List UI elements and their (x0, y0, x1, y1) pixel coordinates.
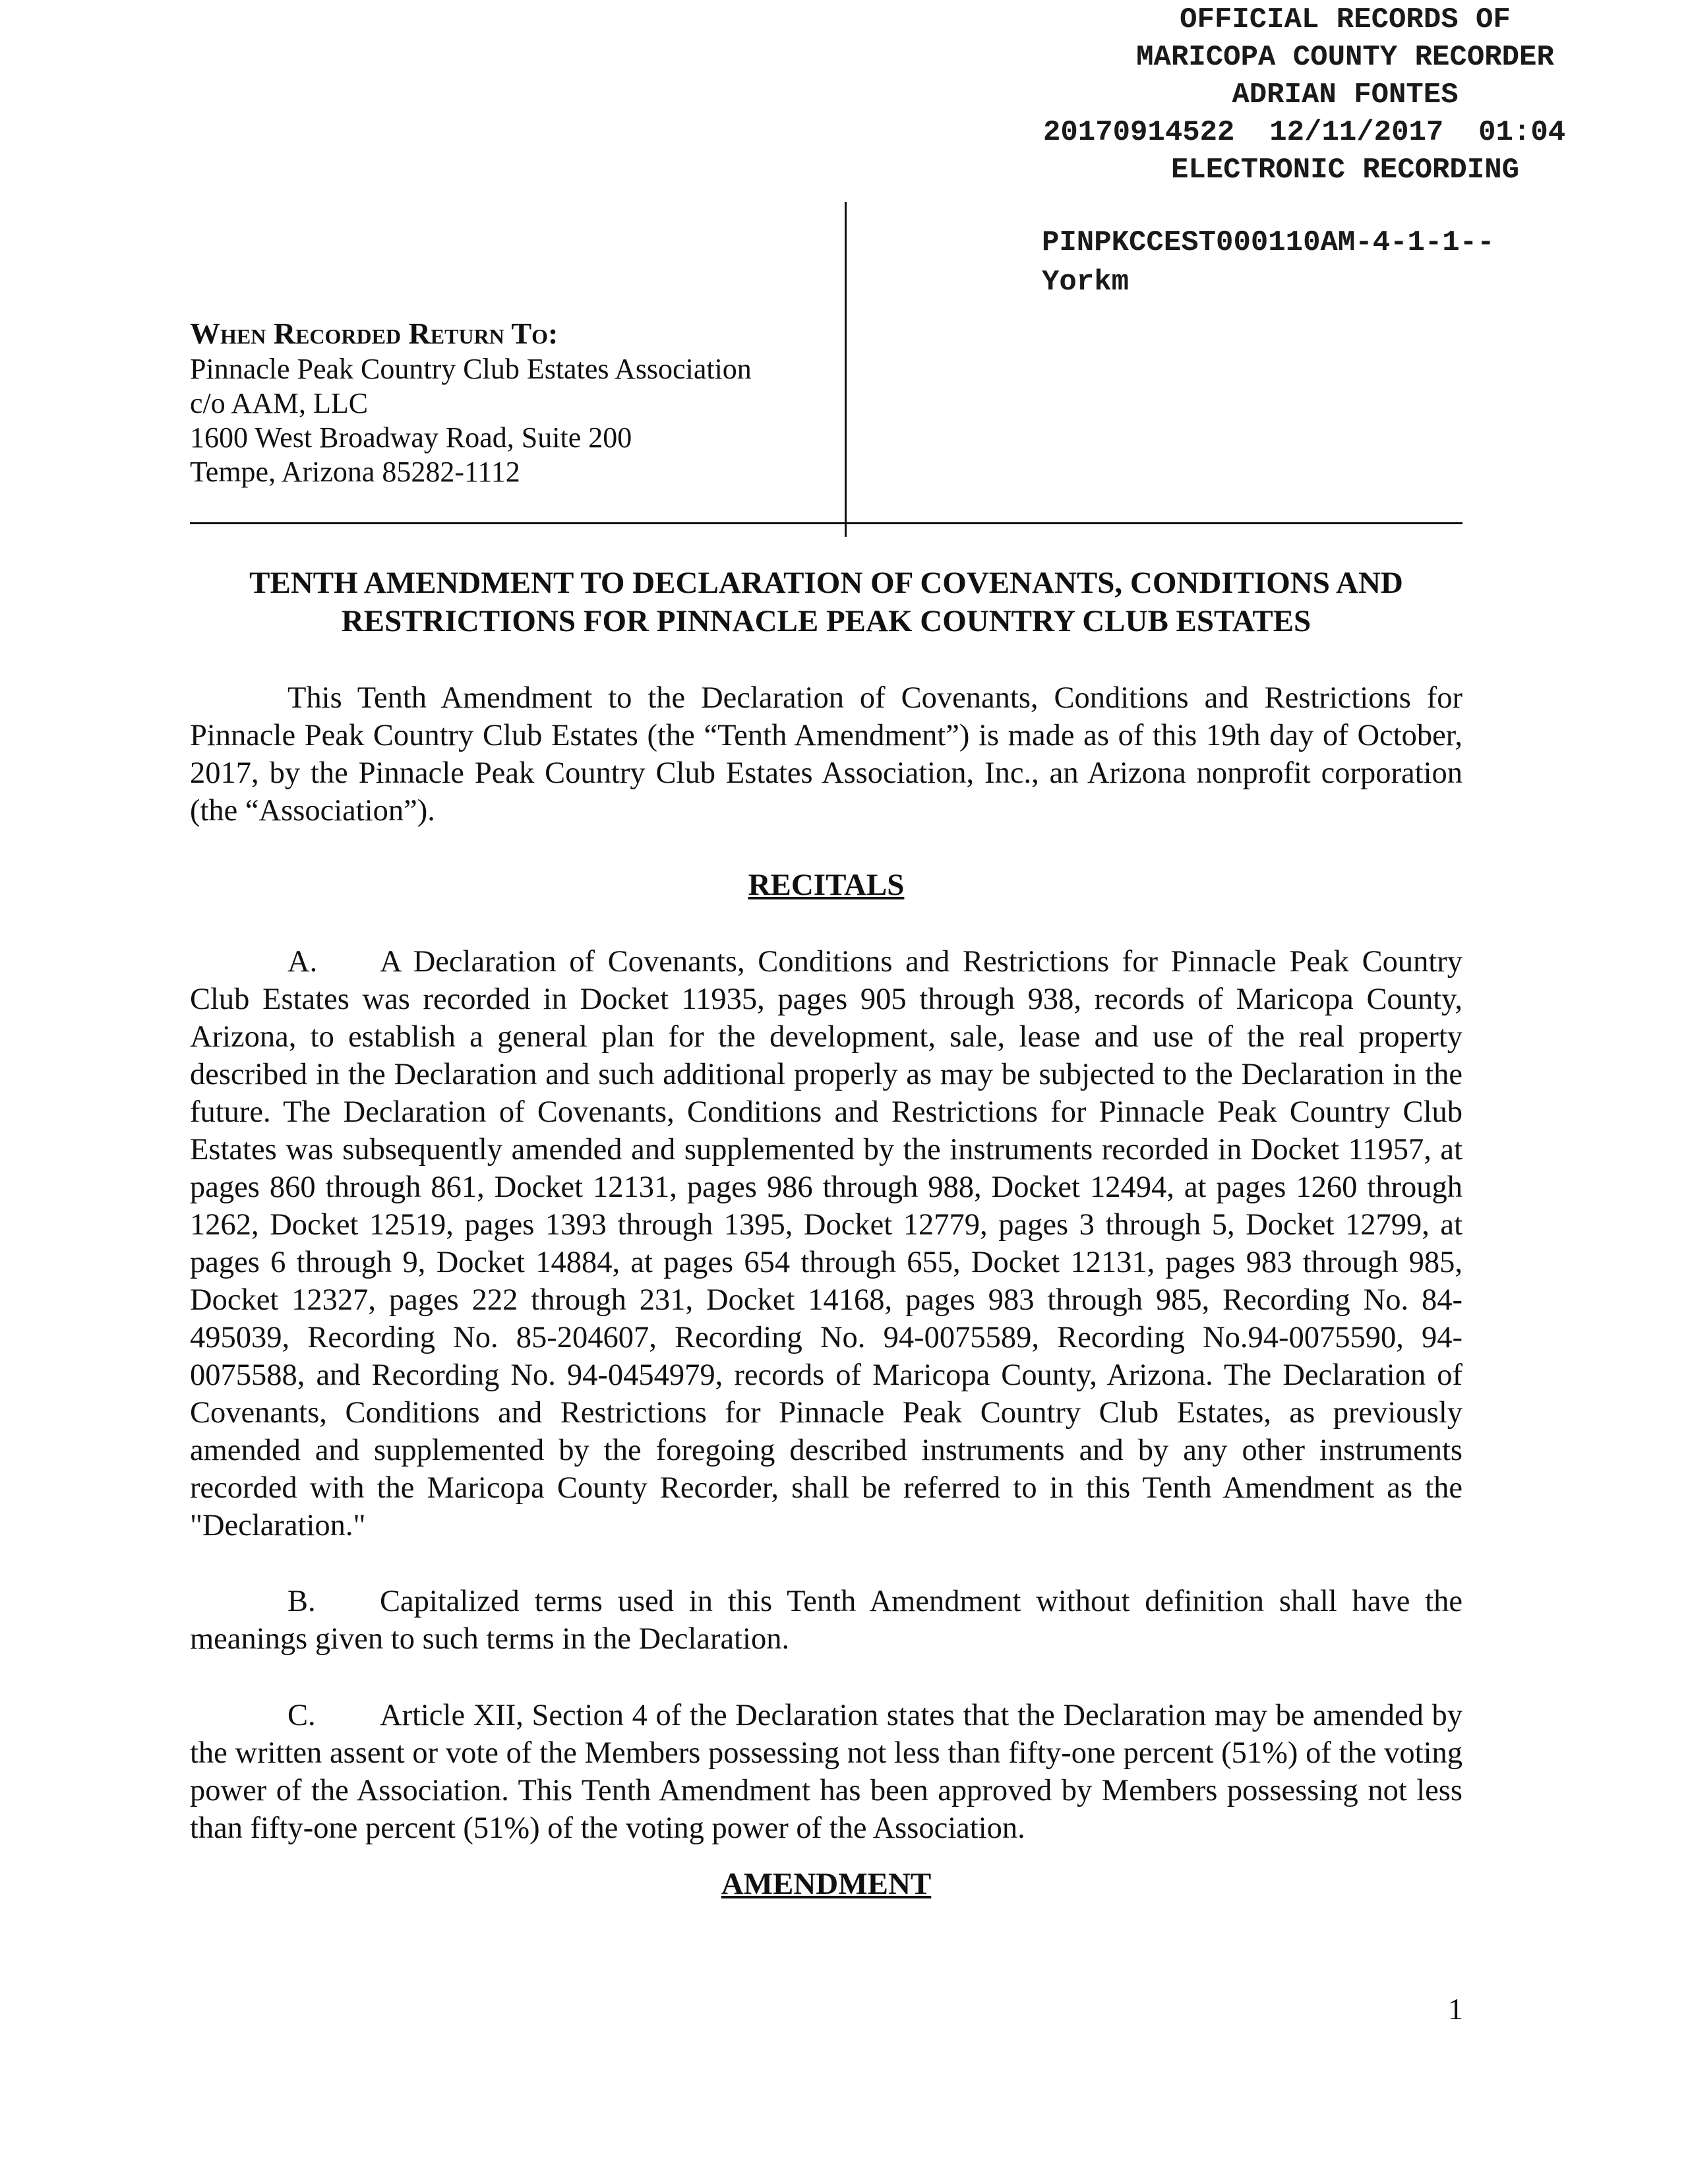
return-line-1: Pinnacle Peak Country Club Estates Association (190, 353, 752, 385)
document-title (190, 564, 1462, 640)
recital-a (190, 943, 1462, 1544)
stamp-line-4: 20170914522 12/11/2017 01:04 (1043, 116, 1566, 149)
return-line-4: Tempe, Arizona 85282-1112 (190, 456, 520, 488)
recital-b-text: Capitalized terms used in this Tenth Amendment without definition shall have the meanings given to such terms in the Declaration. (190, 1585, 1462, 1656)
vertical-divider (845, 202, 847, 537)
recital-a-text: A Declaration of Covenants, Conditions and Restrictions for Pinnacle Peak Country Club Estates was recorded in Docket 11935, pages 905 through 938, records of Maricopa County, Arizona, to establish a general plan for the development, sale, lease and use of the real property described in the Declaration and such additional properly as may be subjected to the Declaration in the future. The Declaration of Covenants, Conditions and Restrictions for Pinnacle Peak Country Club Estates was subsequently amended and supplemented by the instruments recorded in Docket 11957, at pages 860 through 861, Docket 12131, pages 986 through 988, Docket 12494, at pages 1260 through 1262, Docket 12519, pages 1393 through 1395, Docket 12779, pages 3 through 5, Docket 12799, at pages 6 through 9, Docket 14884, at pages 654 through 655, Docket 12131, pages 983 through 985, Docket 12327, pages 222 through 231, Docket 14168, pages 983 through 985, Recording No. 84-495039, Recording No. 85-204607, Recording No. 94-0075589, Recording No.94-0075590, 94-0075588, and Recording No. 94-0454979, records of Maricopa County, Arizona. The Declaration of Covenants, Conditions and Restrictions for Pinnacle Peak Country Club Estates, as previously amended and supplemented by the foregoing described instruments and by any other instruments recorded with the Maricopa County Recorder, shall be referred to in this Tenth Amendment as the "Declaration." (190, 945, 1462, 1542)
recorder-stamp (1009, 0, 1681, 189)
return-line-2: c/o AAM, LLC (190, 387, 369, 419)
page-number: 1 (1448, 1992, 1463, 2026)
recording-reference (1042, 223, 1495, 302)
recitals-heading: RECITALS (748, 868, 905, 902)
title-line-2: RESTRICTIONS FOR PINNACLE PEAK COUNTRY CLUB ESTATES (341, 604, 1311, 638)
recital-c-label: C. (287, 1699, 316, 1732)
recital-b-label: B. (287, 1585, 316, 1618)
intro-paragraph: This Tenth Amendment to the Declaration of Covenants, Conditions and Restrictions for Pinnacle Peak Country Club Estates (the “Tenth Amendment”) is made as of this 19th day of October, 2017, by the Pinnacle Peak Country Club Estates Association, Inc., an Arizona nonprofit corporation (the “Association”). (190, 681, 1462, 828)
recital-c (190, 1697, 1462, 1847)
reference-line-2: Yorkm (1042, 266, 1130, 299)
stamp-line-5: ELECTRONIC RECORDING (1170, 154, 1520, 187)
reference-line-1: PINPKCCEST000110AM-4-1-1-- (1042, 226, 1495, 259)
recital-b (190, 1583, 1462, 1658)
stamp-line-2: MARICOPA COUNTY RECORDER (1136, 41, 1554, 74)
stamp-line-1: OFFICIAL RECORDS OF (1180, 3, 1511, 36)
return-heading: When Recorded Return To: (190, 317, 558, 350)
stamp-line-3: ADRIAN FONTES (1232, 78, 1459, 111)
return-address-block (190, 317, 752, 489)
recital-a-label: A. (287, 945, 318, 979)
horizontal-divider (190, 522, 1462, 524)
recital-c-text: Article XII, Section 4 of the Declaration states that the Declaration may be amended by the written assent or vote of the Members possessing not less than fifty-one percent (51%) of the voting power of the Association. This Tenth Amendment has been approved by Members possessing not less than fifty-one percent (51%) of the voting power of the Association. (190, 1699, 1462, 1845)
title-line-1: TENTH AMENDMENT TO DECLARATION OF COVENANTS, CONDITIONS AND (249, 566, 1403, 600)
return-line-3: 1600 West Broadway Road, Suite 200 (190, 421, 632, 454)
amendment-heading: AMENDMENT (721, 1867, 932, 1901)
